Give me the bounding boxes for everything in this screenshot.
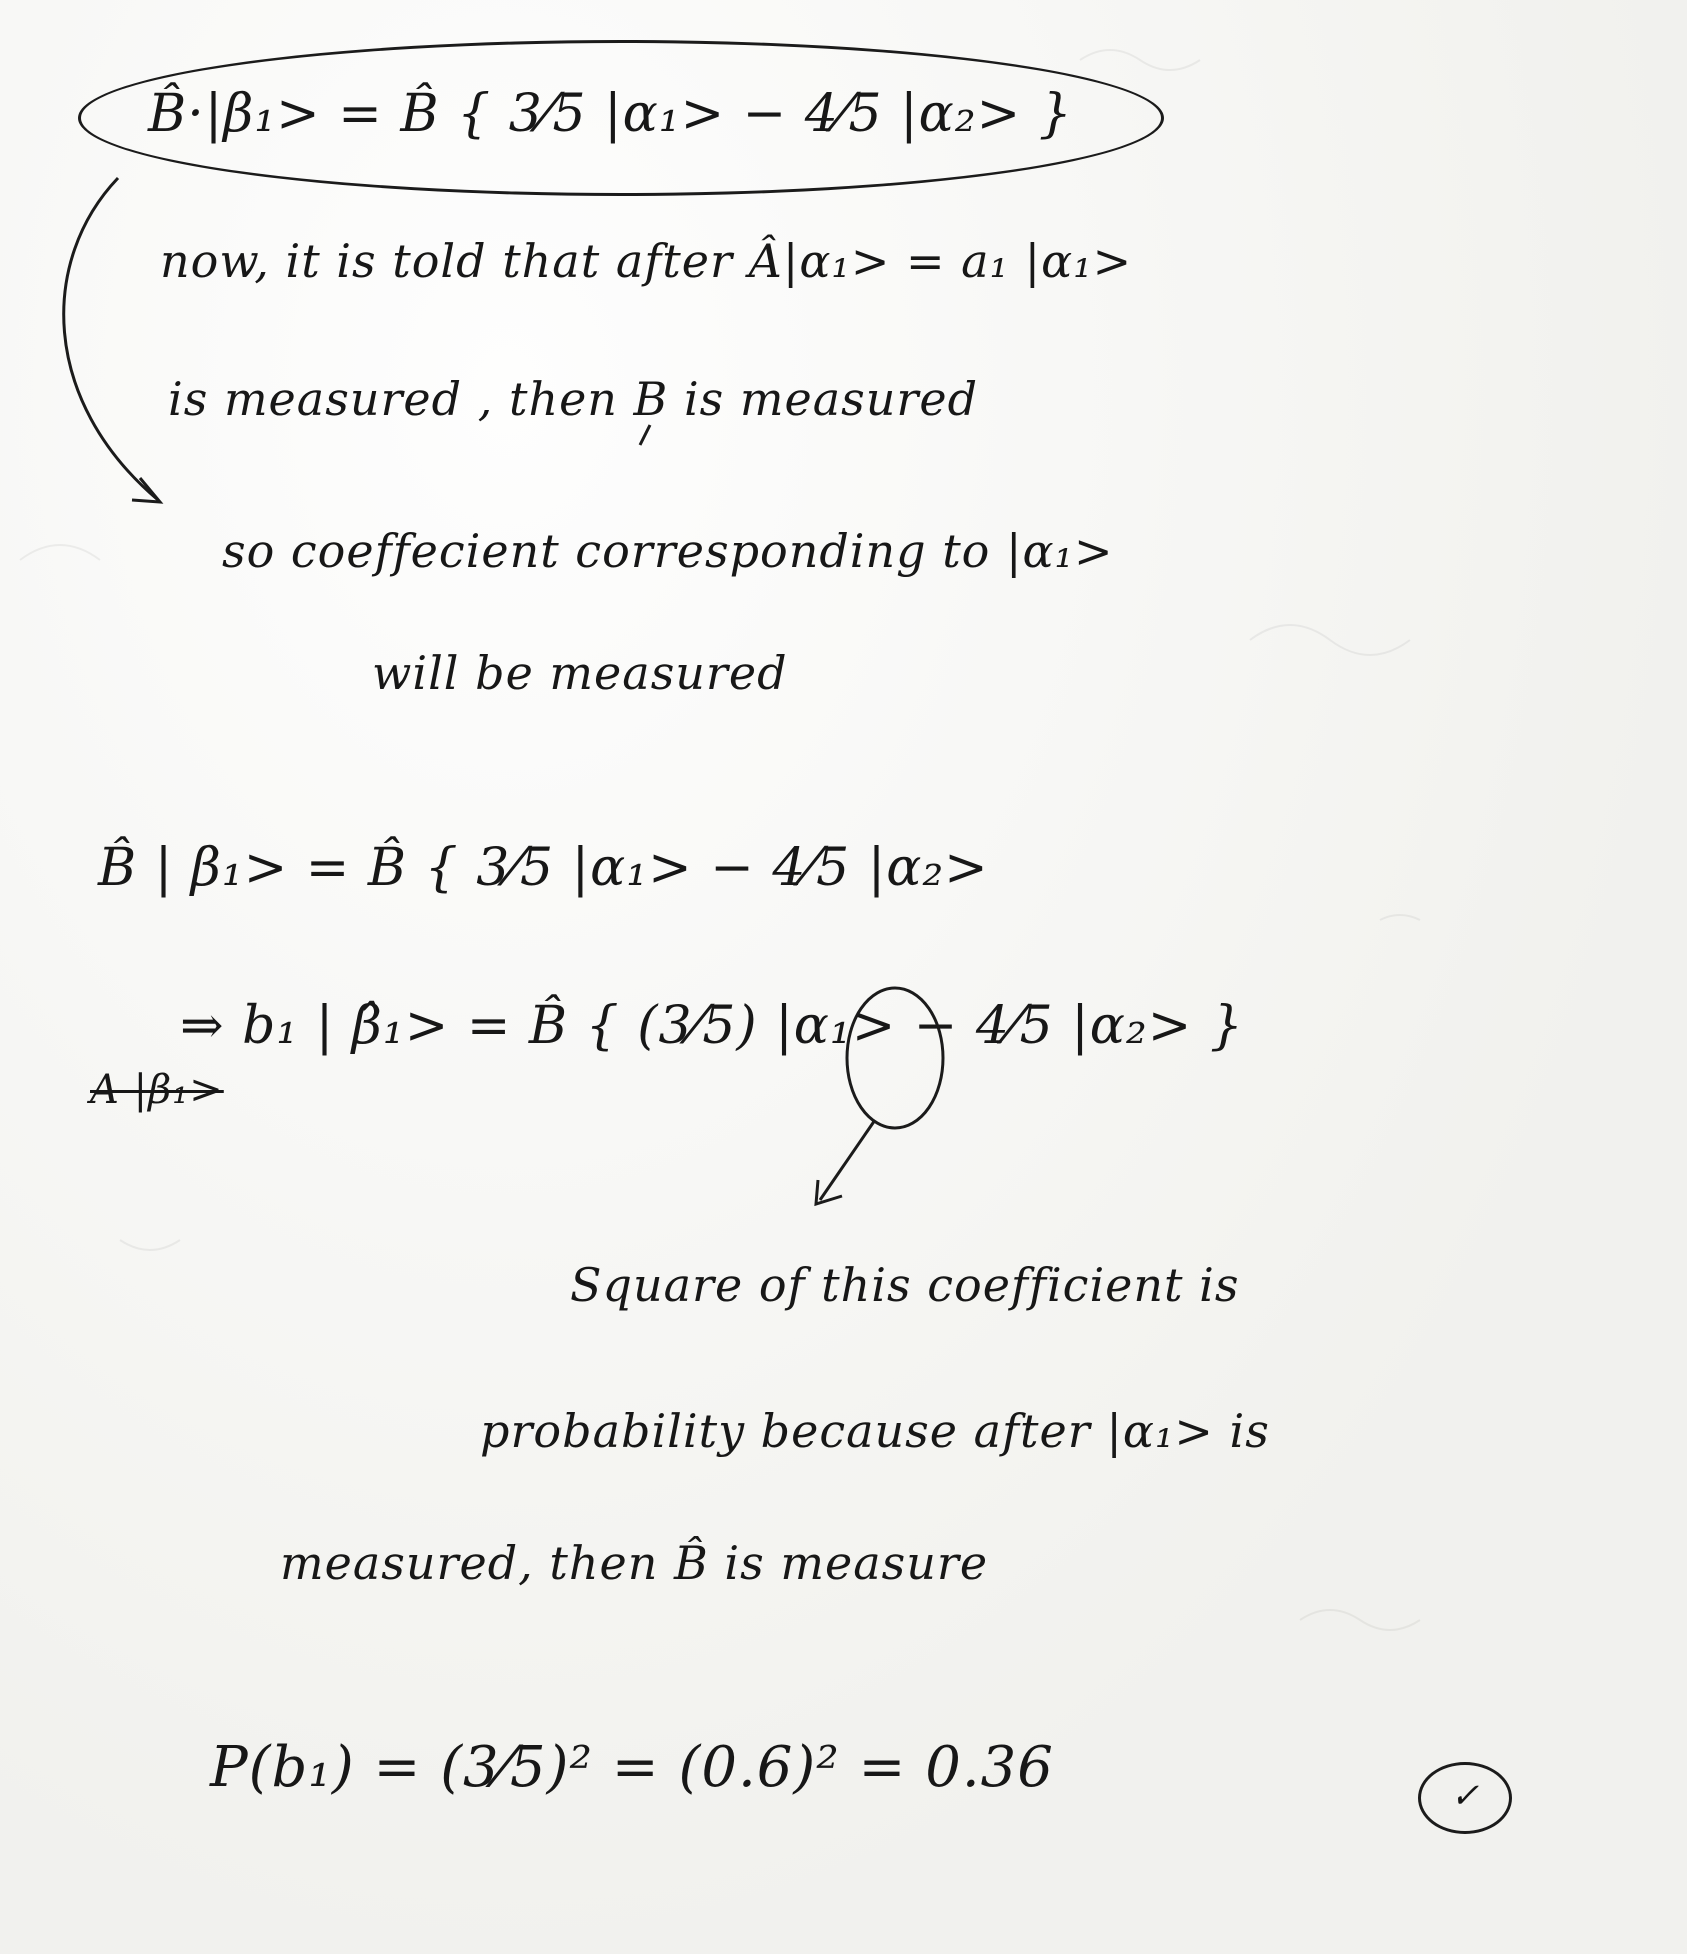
text-line-11: measured, then B̂ is measure (280, 1536, 989, 1590)
check-mark-icon: ✓ (1418, 1762, 1512, 1834)
struck-text: A |β₁> (90, 1067, 224, 1113)
text-line-5: will be measured (372, 646, 788, 700)
text-line-3: is measured , then B is measured (168, 372, 979, 426)
equation-line-1: B̂·|β₁> = B̂ { 3⁄5 |α₁> − 4⁄5 |α₂> } (148, 84, 1073, 144)
text-line-10: probability because after |α₁> is (480, 1404, 1270, 1458)
text-line-4: so coeffecient corresponding to |α₁> (222, 524, 1114, 578)
final-equation: P(b₁) = (3⁄5)² = (0.6)² = 0.36 (210, 1735, 1054, 1800)
equation-line-7: ⇒ b₁ | β̂₁> = B̂ { (3⁄5) |α₁> − 4⁄5 |α₂> } (180, 996, 1244, 1056)
text-line-2: now, it is told that after Â|α₁> = a₁ |α₁> (160, 234, 1133, 288)
text-line-9: Square of this coefficient is (570, 1258, 1240, 1312)
equation-line-6: B̂ | β₁> = B̂ { 3⁄5 |α₁> − 4⁄5 |α₂> (98, 838, 989, 898)
